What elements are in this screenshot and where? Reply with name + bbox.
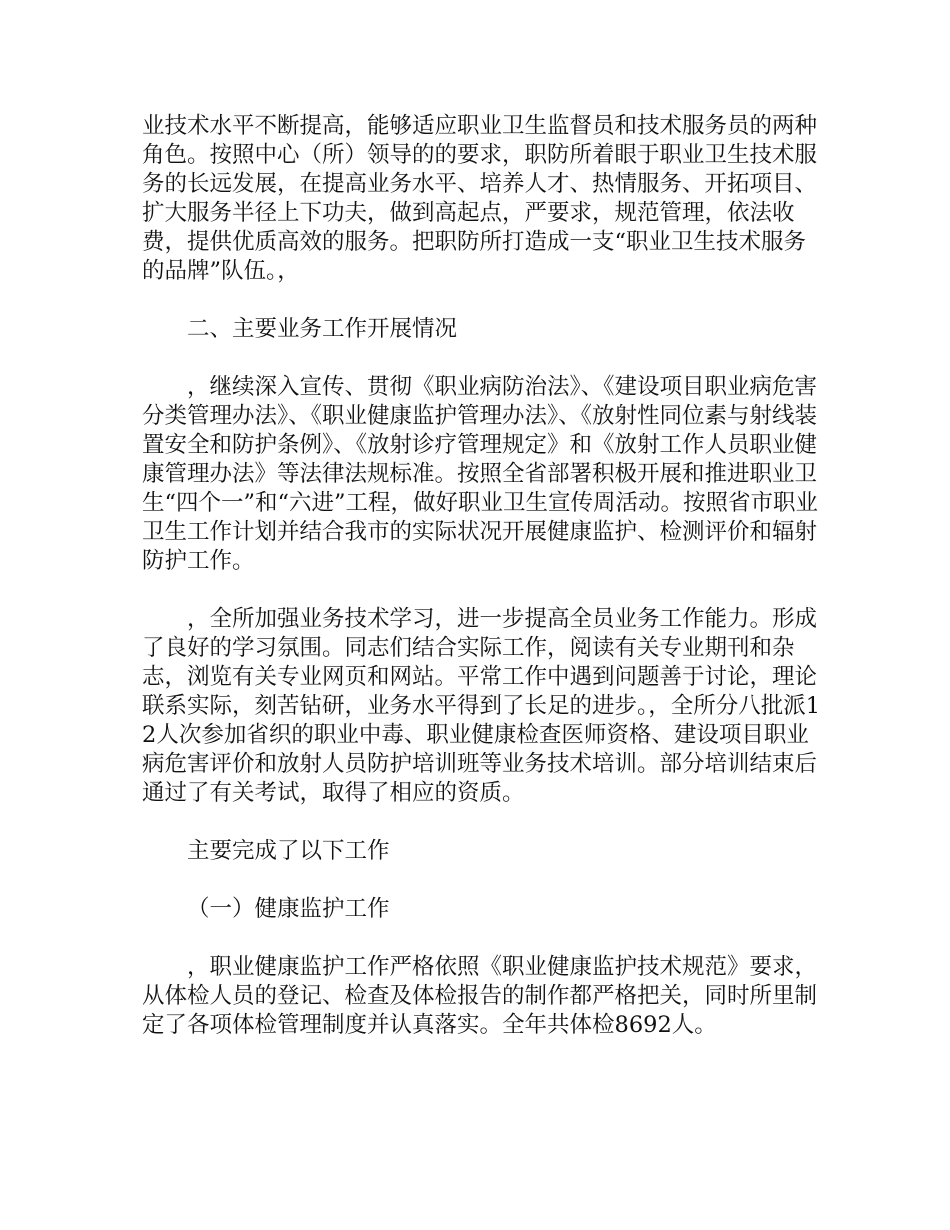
paragraph-gap [142,808,822,837]
paragraph-gap [142,924,822,953]
paragraph-gap [142,576,822,605]
document-body [142,112,822,1040]
subsection-heading: 主要完成了以下工作 [187,838,390,864]
section-heading: 二、主要业务工作开展情况 [187,316,458,342]
paragraph-training: ，全所加强业务技术学习，进一步提高全员业务工作能力。形成了良好的学习氛围。同志们结合实际工作，阅读有关专业期刊和杂志，浏览有关专业网页和网站。平常工作中遇到问题善于讨论，理论联系实际，刻苦钻研，业务水平得到了长足的进步。，全所分八批派12人次参加省织的职业中毒、职业健康检查医师资格、建设项目职业病危害评价和放射人员防护培训班等业务技术培训。部分培训结束后通过了有关考试，取得了相应的资质。 [142,606,821,806]
item-heading-health-monitoring: （一）健康监护工作 [187,896,390,922]
paragraph-gap [142,866,822,895]
paragraph-publicity: ，继续深入宣传、贯彻《职业病防治法》、《建设项目职业病危害分类管理办法》、《职业健康监护管理办法》、《放射性同位素与射线装置安全和防护条例》、《放射诊疗管理规定》和《放射工作人员职业健康管理办法》等法律法规标准。按照全省部署积极开展和推进职业卫生“四个一”和“六进”工程，做好职业卫生宣传周活动。按照省市职业卫生工作计划并结合我市的实际状况开展健康监护、检测评价和辐射防护工作。 [142,374,819,574]
paragraph-intro: 业技术水平不断提高，能够适应职业卫生监督员和技术服务员的两种角色。按照中心（所）领导的的要求，职防所着眼于职业卫生技术服务的长远发展，在提高业务水平、培养人才、热情服务、开拓项目、扩大服务半径上下功夫，做到高起点，严要求，规范管理，依法收费，提供优质高效的服务。把职防所打造成一支“职业卫生技术服务的品牌”队伍。， [142,113,818,284]
paragraph-gap [142,286,822,315]
paragraph-gap [142,344,822,373]
paragraph-health-monitoring: ，职业健康监护工作严格依照《职业健康监护技术规范》要求，从体检人员的登记、检查及体检报告的制作都严格把关，同时所里制定了各项体检管理制度并认真落实。全年共体检8692人。 [142,954,818,1038]
